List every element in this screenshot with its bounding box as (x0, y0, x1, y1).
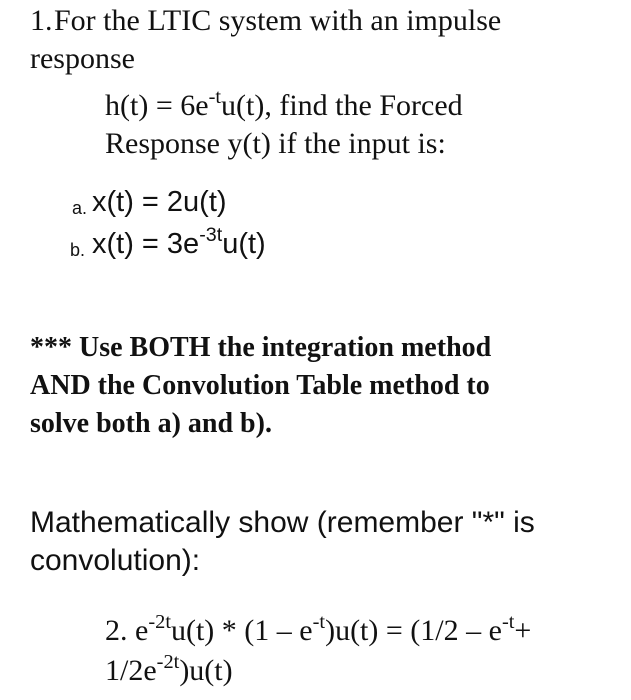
part-b-exponent: -3t (199, 224, 223, 247)
part-b-label: b. (70, 240, 86, 260)
problem-2-equation-line-2 (105, 650, 233, 688)
problem-1-number: 1. (30, 4, 53, 37)
problem-1-text-line-1: For the LTIC system with an impulse (54, 4, 502, 37)
instruction-line-3: solve both a) and b). (30, 408, 272, 439)
part-a-label: a. (72, 198, 88, 218)
problem-1-text-line-2: response (30, 42, 135, 75)
impulse-response-rhs: u(t), find the Forced (221, 89, 463, 122)
problem-2-number: 2. (105, 614, 128, 647)
problem-1-text-line-4: Response y(t) if the input is: (105, 127, 446, 160)
part-b-expression (92, 224, 266, 261)
part-b-expression-pre: x(t) = 3e (92, 228, 200, 260)
problem-2-term-3: )u(t) = (1/2 – e (325, 614, 502, 647)
problem-2-term-2: u(t) * (1 – e (170, 614, 313, 647)
part-b-expression-post: u(t) (222, 228, 266, 260)
impulse-response-exponent: -t (208, 85, 222, 108)
problem-2-exponent-2: -t (312, 610, 326, 633)
problem-2-term-5: 1/2e (105, 654, 157, 687)
problem-2-exponent-1: -2t (148, 610, 171, 633)
problem-2-exponent-3: -t (501, 610, 515, 633)
problem-2-term-6: )u(t) (179, 654, 233, 687)
show-text-line-2: convolution): (30, 544, 201, 577)
problem-2-term-1: e (135, 614, 149, 647)
problem-2-equation-line-1 (105, 610, 532, 648)
impulse-response-line (105, 85, 463, 123)
instruction-line-2: AND the Convolution Table method to (30, 370, 490, 401)
problem-2-term-4: + (514, 614, 532, 647)
part-a-expression: x(t) = 2u(t) (92, 186, 227, 218)
problem-2-exponent-4: -2t (156, 650, 180, 673)
instruction-line-1: *** Use BOTH the integration method (30, 332, 492, 363)
show-text-line-1: Mathematically show (remember "*" is (30, 506, 535, 539)
impulse-response-lhs: h(t) = 6e (105, 89, 209, 122)
